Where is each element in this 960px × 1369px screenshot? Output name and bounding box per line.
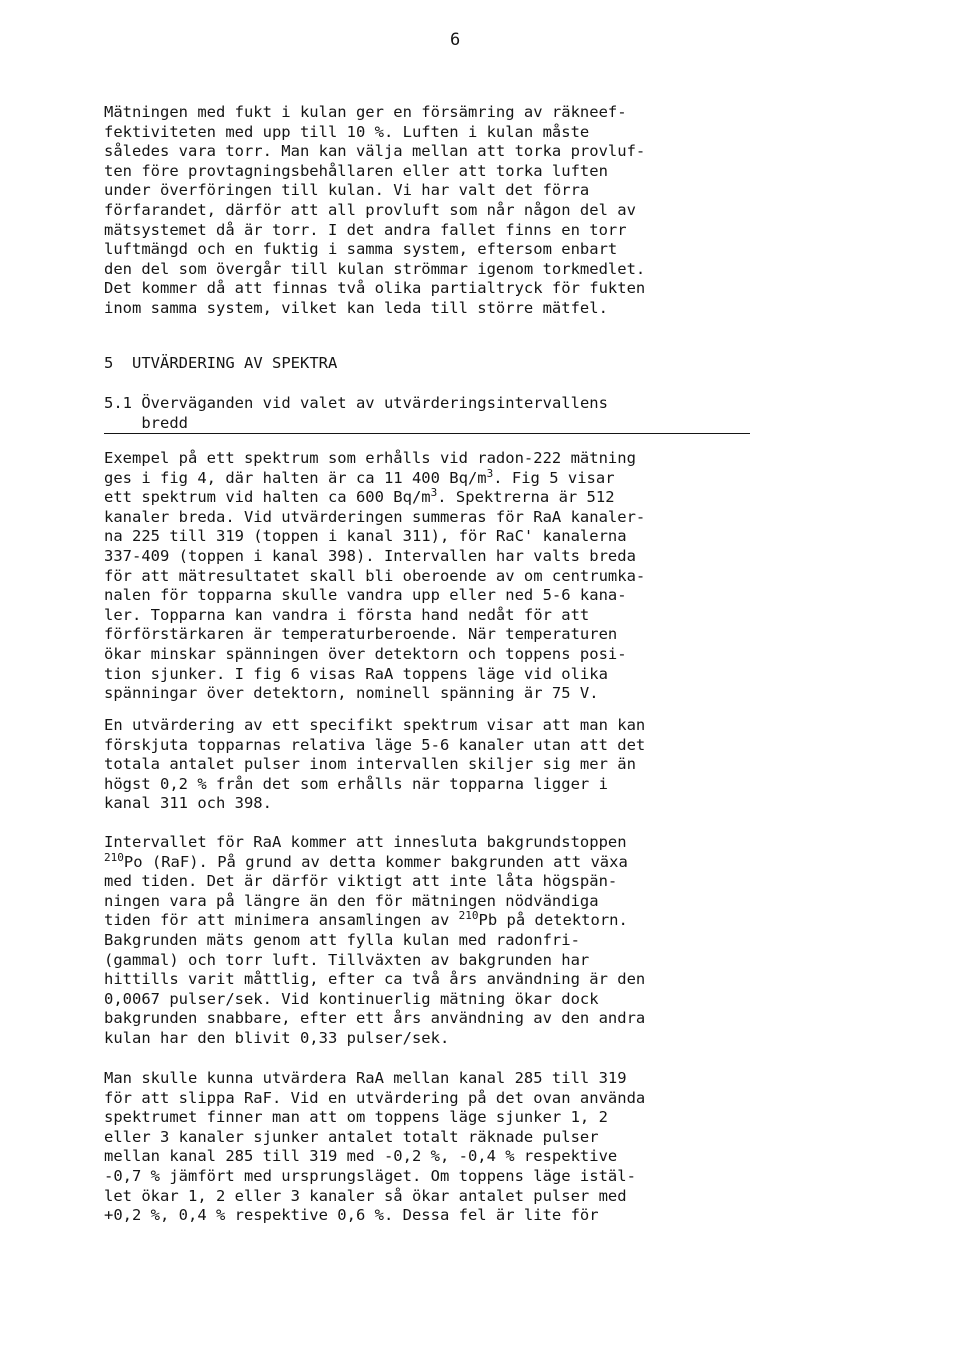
section-number: 5 — [104, 354, 114, 372]
text-line: förfarandet, därför att all provluft som når någon del av — [104, 200, 636, 219]
text-line: -0,7 % jämfört med ursprungsläget. Om toppens läge istäl- — [104, 1166, 636, 1185]
text-line: Intervallet för RaA kommer att innesluta bakgrundstoppen — [104, 833, 627, 851]
text-line: Man skulle kunna utvärdera RaA mellan kanal 285 till 319 — [104, 1069, 627, 1087]
text-line: kulan har den blivit 0,33 pulser/sek. — [104, 1028, 450, 1047]
text-line: högst 0,2 % från det som erhålls när topparna ligger i — [104, 774, 608, 793]
text-line: för att slippa RaF. Vid en utvärdering på det ovan använda — [104, 1088, 646, 1107]
subsection-number: 5.1 — [104, 394, 132, 412]
text-line: ten före provtagningsbehållaren eller att torka luften — [104, 161, 608, 180]
paragraph-fukt — [104, 103, 804, 319]
text-line: förförstärkaren är temperaturberoende. När temperaturen — [104, 625, 618, 644]
text-line: kanaler breda. Vid utvärderingen summeras för RaA kanaler- — [104, 507, 646, 526]
text-line: den del som övergår till kulan strömmar igenom torkmedlet. — [104, 259, 646, 278]
text-line: eller 3 kanaler sjunker antalet totalt räknade pulser — [104, 1127, 599, 1146]
superscript: 210 — [104, 850, 124, 864]
section-heading — [104, 354, 337, 372]
page-number: 6 — [450, 30, 461, 50]
text-line: +0,2 %, 0,4 % respektive 0,6 %. Dessa fel är lite för — [104, 1206, 599, 1225]
text-line: inom samma system, vilket kan leda till större mätfel. — [104, 298, 608, 317]
text-line: spektrumet finner man att om toppens läge sjunker 1, 2 — [104, 1108, 608, 1127]
text-line: med tiden. Det är därför viktigt att inte låta högspän- — [104, 872, 618, 891]
paragraph-utvardering — [104, 716, 804, 814]
text-line: ökar minskar spänningen över detektorn och toppens posi- — [104, 644, 627, 663]
text-line: under överföringen till kulan. Vi har valt det förra — [104, 181, 590, 200]
text-line: totala antalet pulser inom intervallen skiljer sig mer än — [104, 755, 636, 774]
text-line: tiden för att minimera ansamlingen av $^{210}$Pb på detektorn. — [104, 909, 628, 930]
text-line: ges i fig 4, där halten är ca 11 400 $Bq/m^3$. Fig 5 visar — [104, 466, 615, 487]
text-line: Mätningen med fukt i kulan ger en försämring av räkneef- — [104, 103, 627, 121]
text-line: tion sjunker. I fig 6 visas RaA toppens läge vid olika — [104, 664, 608, 683]
text-line: ningen vara på längre än den för mätningen nödvändiga — [104, 891, 599, 910]
text-line: för att mätresultatet skall bli oberoende av om centrumka- — [104, 566, 646, 585]
subsection-heading — [104, 393, 608, 433]
text-line: Bakgrunden mäts genom att fylla kulan med radonfri- — [104, 930, 580, 949]
text-line: Det kommer då att finnas två olika partialtryck för fukten — [104, 279, 646, 298]
text-line: let ökar 1, 2 eller 3 kanaler så ökar antalet pulser med — [104, 1186, 627, 1205]
text-line: mellan kanal 285 till 319 med -0,2 %, -0,4 % respektive — [104, 1147, 618, 1166]
paragraph-intervallet — [104, 833, 804, 1049]
text-line: således vara torr. Man kan välja mellan att torka provluf- — [104, 142, 646, 161]
text-line: fektiviteten med upp till 10 %. Luften i kulan måste — [104, 122, 590, 141]
subsection-title-line1: Överväganden vid valet av utvärderingsintervallens — [141, 394, 608, 412]
superscript: 3 — [430, 486, 438, 500]
text-line: En utvärdering av ett specifikt spektrum visar att man kan — [104, 716, 646, 734]
text-line: (gammal) och torr luft. Tillväxten av bakgrunden har — [104, 950, 590, 969]
text-line: spänningar över detektorn, nominell spänning är 75 V. — [104, 684, 599, 703]
text-line: $^{210}$Po (RaF). På grund av detta kommer bakgrunden att växa — [104, 850, 628, 871]
text-line: 0,0067 pulser/sek. Vid kontinuerlig mätning ökar dock — [104, 989, 599, 1008]
text-line: luftmängd och en fuktig i samma system, eftersom enbart — [104, 240, 618, 259]
text-line: Exempel på ett spektrum som erhålls vid radon-222 mätning — [104, 449, 636, 467]
text-line: bakgrunden snabbare, efter ett års användning av den andra — [104, 1009, 646, 1028]
superscript: 210 — [458, 909, 479, 923]
text-line: ett spektrum vid halten ca 600 $Bq/m^3$. Spektrerna är 512 — [104, 486, 615, 507]
text-line: förskjuta topparnas relativa läge 5-6 kanaler utan att det — [104, 735, 646, 754]
heading-underline — [104, 433, 750, 434]
paragraph-man-skulle — [104, 1069, 804, 1226]
superscript: 3 — [486, 466, 494, 480]
text-line: mätsystemet då är torr. I det andra fallet finns en torr — [104, 220, 627, 239]
subsection-title-line2: bredd — [141, 414, 188, 432]
paragraph-exempel — [104, 449, 804, 704]
text-line: ler. Topparna kan vandra i första hand nedåt för att — [104, 605, 590, 624]
text-line: na 225 till 319 (toppen i kanal 311), för RaC' kanalerna — [104, 527, 627, 546]
text-line: hittills varit måttlig, efter ca två års användning är den — [104, 970, 646, 989]
section-title: UTVÄRDERING AV SPEKTRA — [132, 354, 338, 372]
text-line: kanal 311 och 398. — [104, 794, 272, 813]
text-line: 337-409 (toppen i kanal 398). Intervallen har valts breda — [104, 546, 636, 565]
text-line: nalen för topparna skulle vandra upp eller ned 5-6 kana- — [104, 586, 627, 605]
